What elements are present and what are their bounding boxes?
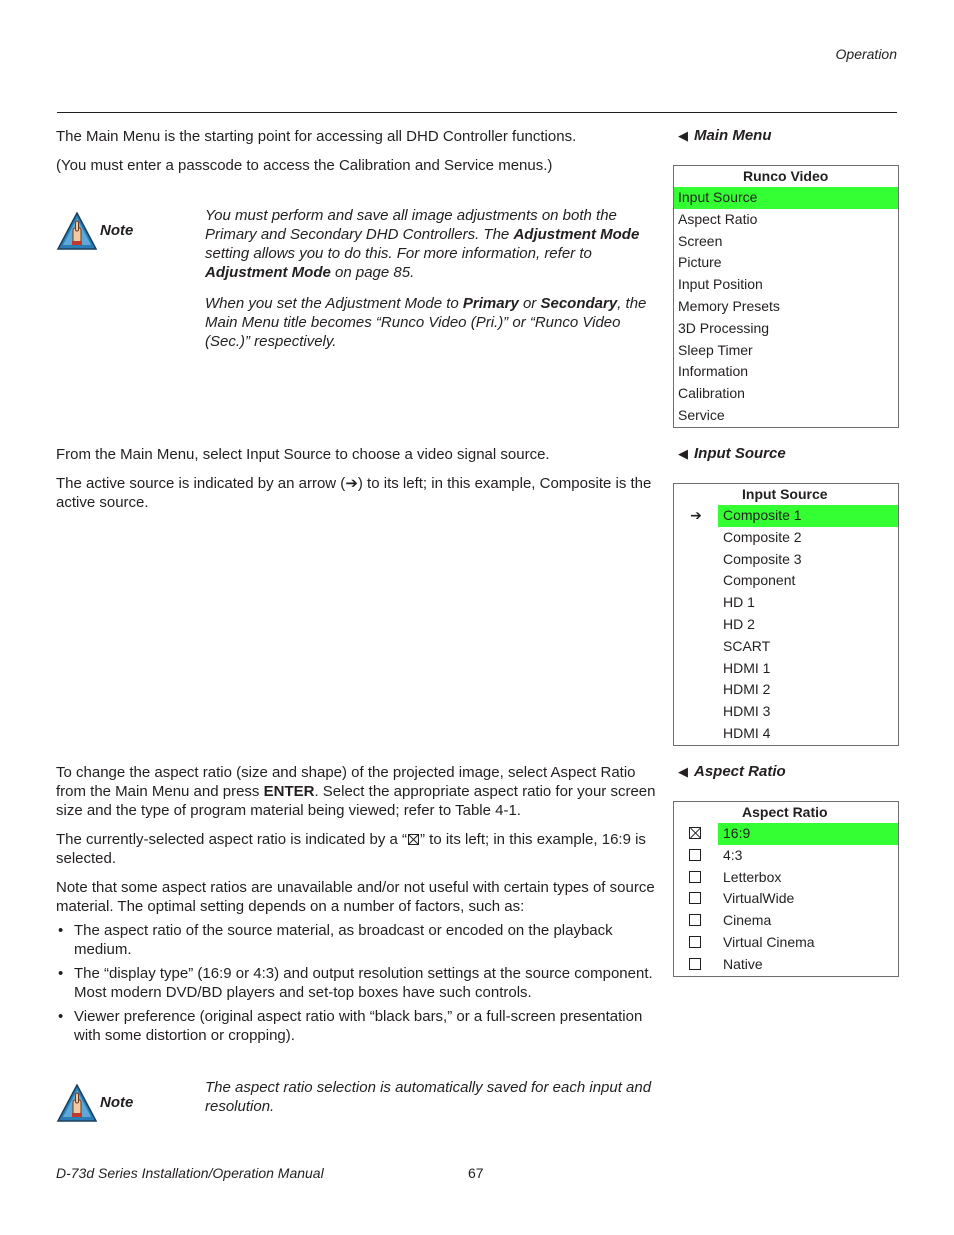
input-source-para-2: The active source is indicated by an arrow (➔) to its left; in this example, Composite is the active source. xyxy=(56,475,652,511)
input-source-para-1: From the Main Menu, select Input Source to choose a video signal source. xyxy=(56,446,550,463)
main-menu-heading xyxy=(678,127,772,144)
checkbox-icon xyxy=(689,892,701,904)
aspect-item-letterbox[interactable]: Letterbox xyxy=(674,867,898,889)
menu-item-screen[interactable]: Screen xyxy=(678,232,723,249)
input-item-component[interactable]: Component xyxy=(723,572,796,589)
list-item: • The aspect ratio of the source material, as broadcast or encoded on the playback medium. xyxy=(74,921,656,959)
note-paragraph-1: You must perform and save all image adjustments on both the Primary and Secondary DHD Controllers. The Adjustment Mode setting allows you to do this. For more information, refer to Adjustment Mode on page 85. xyxy=(205,207,640,281)
checkbox-icon xyxy=(689,958,701,970)
note-icon xyxy=(57,1084,97,1122)
header-rule xyxy=(57,112,897,113)
page-number: 67 xyxy=(468,1165,484,1181)
menu-item-3d-processing[interactable]: 3D Processing xyxy=(678,319,770,336)
pointing-hand-note-icon xyxy=(57,212,97,250)
menu-item-information[interactable]: Information xyxy=(678,363,749,380)
note-text-1 xyxy=(205,206,657,351)
input-item-composite-1[interactable] xyxy=(674,505,898,527)
menu-item-sleep-timer[interactable]: Sleep Timer xyxy=(678,341,753,358)
input-item-hdmi-2[interactable]: HDMI 2 xyxy=(723,681,771,698)
pointing-hand-note-icon xyxy=(57,1084,97,1122)
list-item: • The “display type” (16:9 or 4:3) and output resolution settings at the source component. Most modern DVD/BD players and set-top boxes have such controls. xyxy=(74,964,656,1002)
checkbox-icon xyxy=(689,914,701,926)
note-label: Note xyxy=(100,1094,134,1111)
main-menu-box xyxy=(673,165,899,428)
input-item-hdmi-3[interactable]: HDMI 3 xyxy=(723,703,771,720)
note-label: Note xyxy=(100,222,134,239)
arrow-right-icon: ➔ xyxy=(690,507,702,523)
input-item-hd-1[interactable]: HD 1 xyxy=(723,594,755,611)
aspect-item-label: 16:9 xyxy=(718,823,898,845)
input-item-label: Composite 1 xyxy=(718,505,898,527)
aspect-ratio-para-2: The currently-selected aspect ratio is indicated by a “ ” to its left; in this example, 16:9 is selected. xyxy=(56,831,646,867)
triangle-left-icon: ◀ xyxy=(678,446,688,461)
checked-box-icon xyxy=(689,827,701,839)
aspect-ratio-heading xyxy=(678,763,786,780)
note-paragraph: The aspect ratio selection is automatically saved for each input and resolution. xyxy=(205,1079,652,1115)
aspect-ratio-menu-box xyxy=(673,801,899,977)
aspect-item-virtual-cinema[interactable]: Virtual Cinema xyxy=(674,932,898,954)
main-menu-para-1: The Main Menu is the starting point for accessing all DHD Controller functions. xyxy=(56,128,577,145)
aspect-ratio-heading-text: Aspect Ratio xyxy=(694,763,786,780)
menu-item-input-position[interactable]: Input Position xyxy=(678,276,763,293)
input-source-heading xyxy=(678,445,786,462)
aspect-item-4-3[interactable]: 4:3 xyxy=(674,845,898,867)
triangle-left-icon: ◀ xyxy=(678,764,688,779)
input-source-menu-title: Input Source xyxy=(742,486,828,502)
aspect-ratio-para-3: Note that some aspect ratios are unavailable and/or not useful with certain types of source material. The optimal setting depends on a number of factors, such as: xyxy=(56,879,655,915)
note-paragraph-2: When you set the Adjustment Mode to Primary or Secondary, the Main Menu title becomes “Runco Video (Pri.)” or “Runco Video (Sec.)” respectively. xyxy=(205,295,647,350)
input-item-scart[interactable]: SCART xyxy=(723,637,771,654)
aspect-ratio-body xyxy=(56,763,656,1050)
note-text-2 xyxy=(205,1078,657,1116)
header-section-title: Operation xyxy=(835,46,897,62)
aspect-item-native[interactable]: Native xyxy=(674,954,898,976)
input-item-hdmi-4[interactable]: HDMI 4 xyxy=(723,724,771,741)
aspect-ratio-factors-list xyxy=(56,921,656,1045)
main-menu-title: Runco Video xyxy=(743,168,829,184)
menu-item-memory-presets[interactable]: Memory Presets xyxy=(678,297,780,314)
aspect-item-virtualwide[interactable]: VirtualWide xyxy=(674,888,898,910)
note-icon xyxy=(57,212,97,250)
menu-item-aspect-ratio[interactable]: Aspect Ratio xyxy=(678,210,758,227)
menu-item-service[interactable]: Service xyxy=(678,406,725,423)
footer-manual-title: D-73d Series Installation/Operation Manual xyxy=(56,1165,324,1181)
input-source-heading-text: Input Source xyxy=(694,445,786,462)
main-menu-para-2: (You must enter a passcode to access the Calibration and Service menus.) xyxy=(56,157,553,174)
aspect-ratio-menu-title: Aspect Ratio xyxy=(742,804,828,820)
arrow-right-icon: ➔ xyxy=(345,475,358,492)
list-item: • Viewer preference (original aspect ratio with “black bars,” or a full-screen presentation with some distortion or cropping). xyxy=(74,1007,656,1045)
menu-item-picture[interactable]: Picture xyxy=(678,254,722,271)
input-source-menu-box xyxy=(673,483,899,746)
triangle-left-icon: ◀ xyxy=(678,128,688,143)
input-source-intro xyxy=(56,445,656,512)
main-menu-intro xyxy=(56,127,656,175)
checkbox-icon xyxy=(689,849,701,861)
input-item-hd-2[interactable]: HD 2 xyxy=(723,615,755,632)
checkbox-icon xyxy=(689,936,701,948)
main-menu-heading-text: Main Menu xyxy=(694,127,772,144)
aspect-item-16-9[interactable] xyxy=(674,823,898,845)
input-item-composite-2[interactable]: Composite 2 xyxy=(723,528,802,545)
input-item-hdmi-1[interactable]: HDMI 1 xyxy=(723,659,771,676)
aspect-item-cinema[interactable]: Cinema xyxy=(674,910,898,932)
checkbox-icon xyxy=(689,871,701,883)
input-item-composite-3[interactable]: Composite 3 xyxy=(723,550,802,567)
menu-item-input-source[interactable]: Input Source xyxy=(674,187,898,209)
checked-box-icon xyxy=(408,834,419,845)
aspect-ratio-para-1: To change the aspect ratio (size and shape) of the projected image, select Aspect Ratio from the Main Menu and press ENTER. Select the appropriate aspect ratio for your screen size and the type of program material being viewed; refer to Table 4-1. xyxy=(56,764,656,819)
menu-item-calibration[interactable]: Calibration xyxy=(678,385,745,402)
